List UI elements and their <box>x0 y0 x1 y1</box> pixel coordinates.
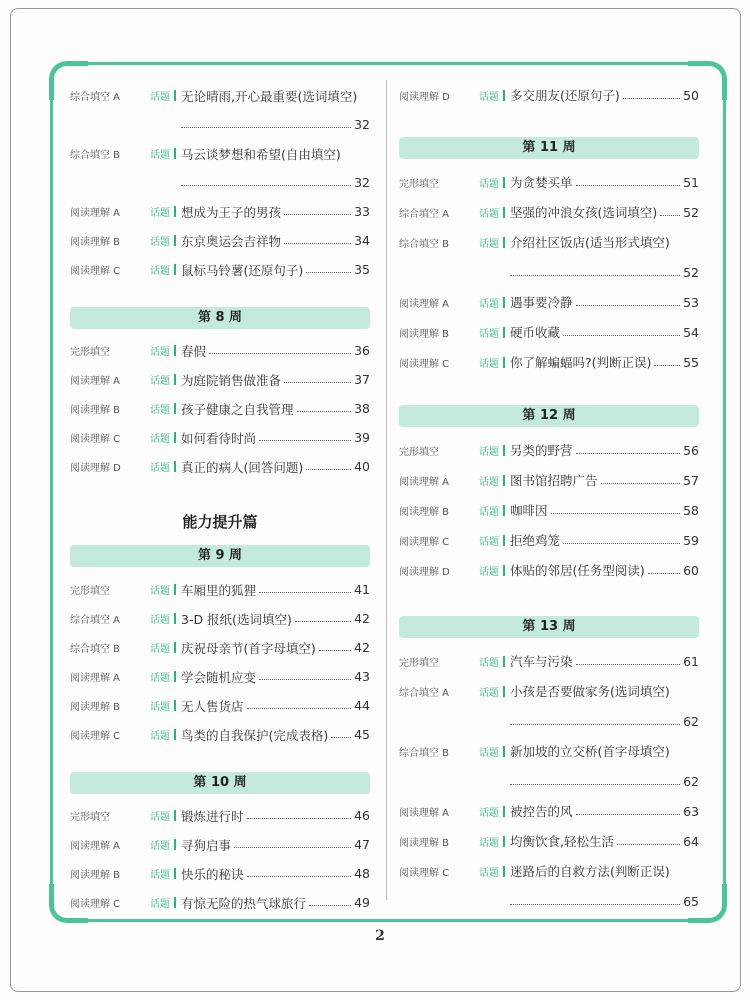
exercise-type: 阅读理解 A <box>70 208 121 219</box>
entry-line <box>399 886 699 916</box>
dot-leader <box>309 905 351 906</box>
exercise-type: 阅读理解 C <box>70 266 121 277</box>
entry-title: 为庭院销售做准备 <box>181 372 282 388</box>
entry-title: 坚强的冲浪女孩(选词填空) <box>510 205 658 220</box>
toc-left-column <box>70 81 370 917</box>
dot-leader <box>284 243 351 244</box>
toc-entry[interactable] <box>399 736 699 796</box>
toc-entry[interactable] <box>70 859 370 888</box>
entry-page-number: 58 <box>683 502 699 518</box>
topic-tag: 话题 <box>479 536 499 548</box>
entry-page-number: 46 <box>354 808 370 823</box>
topic-separator <box>174 700 176 711</box>
topic-separator <box>503 656 505 667</box>
toc-entry[interactable] <box>70 452 370 481</box>
entry-line <box>70 139 370 168</box>
exercise-type: 阅读理解 B <box>70 237 121 248</box>
topic-separator <box>503 746 505 757</box>
topic-tag: 话题 <box>479 358 499 370</box>
topic-tag: 话题 <box>479 91 499 103</box>
toc-entry[interactable] <box>70 691 370 720</box>
toc-entry[interactable] <box>399 317 699 347</box>
exercise-type: 阅读理解 B <box>70 405 121 416</box>
exercise-type: 阅读理解 D <box>399 91 450 103</box>
topic-tag: 话题 <box>479 208 499 220</box>
dot-leader <box>601 483 681 484</box>
toc-entry[interactable] <box>70 81 370 139</box>
exercise-type: 阅读理解 A <box>70 841 121 852</box>
entry-line <box>70 110 370 139</box>
exercise-type: 阅读理解 A <box>399 298 450 310</box>
toc-section <box>70 801 370 917</box>
toc-entry[interactable] <box>399 167 699 197</box>
entry-page-number: 41 <box>354 582 370 597</box>
toc-entry[interactable] <box>70 604 370 633</box>
week-header: 第 10 周 <box>70 772 370 794</box>
topic-separator <box>174 432 176 443</box>
entry-page-number: 32 <box>354 117 370 132</box>
entry-page-number: 36 <box>354 343 370 358</box>
dot-leader <box>510 904 680 905</box>
dot-leader <box>576 664 681 665</box>
topic-separator <box>174 345 176 356</box>
toc-entry[interactable] <box>70 139 370 197</box>
topic-tag: 话题 <box>479 687 499 699</box>
topic-separator <box>503 177 505 188</box>
toc-entry[interactable] <box>399 287 699 317</box>
topic-separator <box>174 868 176 879</box>
entry-page-number: 57 <box>683 472 699 488</box>
dot-leader <box>510 784 680 785</box>
dot-leader <box>576 185 681 186</box>
entry-title: 锻炼进行时 <box>181 808 244 824</box>
topic-tag: 话题 <box>150 376 170 387</box>
exercise-type: 综合填空 A <box>399 208 450 220</box>
entry-page-number: 49 <box>354 895 370 910</box>
entry-title: 快乐的秘诀 <box>181 866 244 882</box>
dot-leader <box>617 844 680 845</box>
topic-separator <box>503 297 505 308</box>
topic-separator <box>503 327 505 338</box>
topic-tag: 话题 <box>150 208 170 219</box>
toc-entry[interactable] <box>70 365 370 394</box>
exercise-type: 阅读理解 C <box>399 358 450 370</box>
dot-leader <box>576 453 681 454</box>
entry-title: 庆祝母亲节(首字母填空) <box>181 640 316 656</box>
toc-entry[interactable] <box>399 347 699 377</box>
toc-entry[interactable] <box>70 801 370 830</box>
entry-page-number: 39 <box>354 430 370 445</box>
exercise-type: 完形填空 <box>70 586 110 597</box>
exercise-type: 阅读理解 C <box>70 434 121 445</box>
topic-tag: 话题 <box>479 747 499 759</box>
toc-entry[interactable] <box>399 465 699 495</box>
entry-page-number: 48 <box>354 866 370 881</box>
topic-separator <box>503 836 505 847</box>
entry-page-number: 47 <box>354 837 370 852</box>
dot-leader <box>563 335 680 336</box>
exercise-type: 完形填空 <box>70 347 110 358</box>
exercise-type: 阅读理解 B <box>70 702 121 713</box>
exercise-type: 阅读理解 B <box>70 870 121 881</box>
topic-tag: 话题 <box>150 615 170 626</box>
exercise-type: 阅读理解 D <box>399 566 450 578</box>
topic-tag: 话题 <box>150 347 170 358</box>
toc-entry[interactable] <box>399 856 699 916</box>
toc-entry[interactable] <box>399 227 699 287</box>
toc-entry[interactable] <box>70 830 370 859</box>
dot-leader <box>576 814 681 815</box>
dot-leader <box>247 818 352 819</box>
week-header: 第 12 周 <box>399 405 699 427</box>
entry-title: 另类的野营 <box>510 443 573 458</box>
dot-leader <box>181 127 351 128</box>
topic-separator <box>503 90 505 101</box>
toc-entry[interactable] <box>70 394 370 423</box>
entry-page-number: 35 <box>354 262 370 277</box>
entry-title: 新加坡的立交桥(首字母填空) <box>510 744 670 759</box>
dot-leader <box>331 737 351 738</box>
dot-leader <box>181 185 351 186</box>
entry-title: 寻狗启事 <box>181 837 232 853</box>
topic-separator <box>503 535 505 546</box>
exercise-type: 阅读理解 A <box>399 807 450 819</box>
topic-tag: 话题 <box>479 476 499 488</box>
topic-separator <box>503 686 505 697</box>
exercise-type: 完形填空 <box>399 657 439 669</box>
entry-title: 多交朋友(还原句子) <box>510 88 620 103</box>
entry-line <box>399 227 699 257</box>
entry-page-number: 63 <box>683 803 699 819</box>
entry-title: 汽车与污染 <box>510 654 573 669</box>
dot-leader <box>319 650 351 651</box>
entry-line <box>399 676 699 706</box>
entry-page-number: 37 <box>354 372 370 387</box>
topic-separator <box>174 729 176 740</box>
topic-separator <box>174 671 176 682</box>
toc-section <box>70 81 370 284</box>
exercise-type: 阅读理解 C <box>70 899 121 910</box>
toc-entry[interactable] <box>70 633 370 662</box>
dot-leader <box>295 621 351 622</box>
entry-title: 有惊无险的热气球旅行 <box>181 895 307 911</box>
dot-leader <box>510 275 680 276</box>
entry-title: 图书馆招聘广告 <box>510 473 598 488</box>
toc-entry[interactable] <box>399 197 699 227</box>
entry-page-number: 33 <box>354 204 370 219</box>
toc-entry[interactable] <box>399 826 699 856</box>
entry-title: 孩子健康之自我管理 <box>181 401 294 417</box>
topic-tag: 话题 <box>479 837 499 849</box>
entry-page-number: 62 <box>683 773 699 789</box>
topic-separator <box>174 264 176 275</box>
toc-section <box>399 80 699 110</box>
exercise-type: 阅读理解 C <box>399 867 450 879</box>
toc-entry[interactable] <box>399 495 699 525</box>
topic-tag: 话题 <box>150 237 170 248</box>
toc-entry[interactable] <box>70 197 370 226</box>
entry-page-number: 59 <box>683 532 699 548</box>
topic-tag: 话题 <box>150 434 170 445</box>
toc-section <box>399 435 699 585</box>
topic-separator <box>174 374 176 385</box>
topic-tag: 话题 <box>150 731 170 742</box>
page-number: 2 <box>375 928 385 944</box>
entry-page-number: 65 <box>683 893 699 909</box>
entry-page-number: 40 <box>354 459 370 474</box>
dot-leader <box>306 469 351 470</box>
dot-leader <box>284 382 351 383</box>
entry-line <box>70 168 370 197</box>
exercise-type: 阅读理解 C <box>70 731 121 742</box>
topic-separator <box>503 505 505 516</box>
topic-tag: 话题 <box>150 841 170 852</box>
toc-right-column <box>399 80 699 916</box>
entry-line <box>399 856 699 886</box>
entry-title: 无论晴雨,开心最重要(选词填空) <box>181 88 358 104</box>
dot-leader <box>259 440 351 441</box>
week-header: 第 8 周 <box>70 307 370 329</box>
entry-title: 春假 <box>181 343 207 359</box>
toc-section <box>399 167 699 377</box>
exercise-type: 阅读理解 A <box>399 476 450 488</box>
exercise-type: 阅读理解 B <box>399 837 450 849</box>
topic-tag: 话题 <box>150 586 170 597</box>
topic-tag: 话题 <box>479 506 499 518</box>
dot-leader <box>209 353 351 354</box>
dot-leader <box>623 98 680 99</box>
topic-separator <box>503 237 505 248</box>
entry-page-number: 38 <box>354 401 370 416</box>
topic-tag: 话题 <box>150 702 170 713</box>
entry-page-number: 52 <box>683 264 699 280</box>
entry-title: 遇事要冷静 <box>510 295 573 310</box>
entry-page-number: 52 <box>683 204 699 220</box>
dot-leader <box>284 214 351 215</box>
topic-tag: 话题 <box>479 178 499 190</box>
dot-leader <box>576 305 681 306</box>
topic-tag: 话题 <box>150 673 170 684</box>
exercise-type: 综合填空 B <box>70 644 121 655</box>
column-divider <box>386 80 387 900</box>
toc-entry[interactable] <box>399 80 699 110</box>
topic-tag: 话题 <box>150 644 170 655</box>
entry-page-number: 60 <box>683 562 699 578</box>
exercise-type: 完形填空 <box>399 178 439 190</box>
toc-section <box>70 336 370 481</box>
entry-title: 你了解蝙蝠吗?(判断正误) <box>510 355 652 370</box>
topic-tag: 话题 <box>479 657 499 669</box>
entry-page-number: 53 <box>683 294 699 310</box>
topic-tag: 话题 <box>150 92 170 103</box>
topic-tag: 话题 <box>150 463 170 474</box>
entry-title: 学会随机应变 <box>181 669 257 685</box>
entry-page-number: 51 <box>683 174 699 190</box>
entry-page-number: 42 <box>354 640 370 655</box>
topic-tag: 话题 <box>150 405 170 416</box>
exercise-type: 综合填空 B <box>399 747 450 759</box>
entry-page-number: 61 <box>683 653 699 669</box>
entry-title: 咖啡因 <box>510 503 548 518</box>
entry-title: 马云谈梦想和希望(自由填空) <box>181 146 341 162</box>
dot-leader <box>259 592 351 593</box>
exercise-type: 阅读理解 A <box>70 376 121 387</box>
topic-separator <box>174 235 176 246</box>
entry-title: 小孩是否要做家务(选词填空) <box>510 684 670 699</box>
dot-leader <box>510 724 680 725</box>
dot-leader <box>660 215 680 216</box>
entry-page-number: 32 <box>354 175 370 190</box>
part-heading: 能力提升篇 <box>182 513 258 531</box>
exercise-type: 综合填空 B <box>399 238 450 250</box>
topic-separator <box>174 810 176 821</box>
entry-title: 鸟类的自我保护(完成表格) <box>181 727 329 743</box>
entry-title: 为贪婪买单 <box>510 175 573 190</box>
topic-tag: 话题 <box>479 867 499 879</box>
dot-leader <box>563 543 680 544</box>
topic-tag: 话题 <box>479 238 499 250</box>
exercise-type: 阅读理解 C <box>399 536 450 548</box>
topic-separator <box>503 207 505 218</box>
exercise-type: 阅读理解 B <box>399 506 450 518</box>
topic-tag: 话题 <box>150 266 170 277</box>
toc-entry[interactable] <box>70 226 370 255</box>
topic-separator <box>174 642 176 653</box>
toc-section <box>399 646 699 916</box>
entry-page-number: 45 <box>354 727 370 742</box>
dot-leader <box>306 272 351 273</box>
exercise-type: 综合填空 A <box>70 615 121 626</box>
week-header: 第 13 周 <box>399 616 699 638</box>
entry-title: 无人售货店 <box>181 698 244 714</box>
toc-entry[interactable] <box>70 888 370 917</box>
exercise-type: 综合填空 B <box>70 150 121 161</box>
entry-title: 体贴的邻居(任务型阅读) <box>510 563 645 578</box>
entry-page-number: 43 <box>354 669 370 684</box>
entry-page-number: 64 <box>683 833 699 849</box>
exercise-type: 阅读理解 A <box>70 673 121 684</box>
topic-tag: 话题 <box>479 566 499 578</box>
exercise-type: 阅读理解 D <box>70 463 121 474</box>
topic-tag: 话题 <box>150 899 170 910</box>
entry-page-number: 62 <box>683 713 699 729</box>
topic-separator <box>503 445 505 456</box>
topic-separator <box>174 839 176 850</box>
topic-tag: 话题 <box>150 150 170 161</box>
entry-title: 车厢里的狐狸 <box>181 582 257 598</box>
entry-title: 迷路后的自救方法(判断正误) <box>510 864 670 879</box>
entry-line <box>399 736 699 766</box>
entry-title: 鼠标马铃薯(还原句子) <box>181 262 304 278</box>
topic-tag: 话题 <box>479 446 499 458</box>
topic-separator <box>174 148 176 159</box>
entry-line <box>399 706 699 736</box>
toc-entry[interactable] <box>399 555 699 585</box>
toc-entry[interactable] <box>70 575 370 604</box>
entry-title: 东京奥运会吉祥物 <box>181 233 282 249</box>
entry-title: 介绍社区饭店(适当形式填空) <box>510 235 670 250</box>
dot-leader <box>551 513 681 514</box>
topic-separator <box>174 461 176 472</box>
topic-separator <box>174 613 176 624</box>
topic-tag: 话题 <box>479 807 499 819</box>
toc-entry[interactable] <box>399 646 699 676</box>
entry-page-number: 44 <box>354 698 370 713</box>
topic-separator <box>503 357 505 368</box>
topic-separator <box>174 584 176 595</box>
entry-page-number: 50 <box>683 87 699 103</box>
topic-separator <box>503 866 505 877</box>
topic-tag: 话题 <box>150 870 170 881</box>
toc-entry[interactable] <box>70 255 370 284</box>
topic-separator <box>503 565 505 576</box>
entry-page-number: 54 <box>683 324 699 340</box>
entry-line <box>399 257 699 287</box>
toc-entry[interactable] <box>399 676 699 736</box>
topic-separator <box>174 897 176 908</box>
exercise-type: 阅读理解 B <box>399 328 450 340</box>
entry-title: 如何看待时尚 <box>181 430 257 446</box>
exercise-type: 完形填空 <box>399 446 439 458</box>
dot-leader <box>297 411 352 412</box>
topic-separator <box>174 403 176 414</box>
week-header: 第 9 周 <box>70 545 370 567</box>
dot-leader <box>247 708 352 709</box>
toc-section <box>70 575 370 749</box>
exercise-type: 综合填空 A <box>399 687 450 699</box>
exercise-type: 综合填空 A <box>70 92 121 103</box>
toc-entry[interactable] <box>70 662 370 691</box>
toc-entry[interactable] <box>70 336 370 365</box>
entry-line <box>70 81 370 110</box>
toc-entry[interactable] <box>399 525 699 555</box>
toc-entry[interactable] <box>70 423 370 452</box>
entry-title: 被控告的风 <box>510 804 573 819</box>
dot-leader <box>648 573 680 574</box>
entry-title: 硬币收藏 <box>510 325 561 340</box>
toc-entry[interactable] <box>399 796 699 826</box>
entry-title: 3-D 报纸(选词填空) <box>181 611 292 627</box>
entry-line <box>399 766 699 796</box>
entry-page-number: 55 <box>683 354 699 370</box>
entry-page-number: 56 <box>683 442 699 458</box>
entry-page-number: 42 <box>354 611 370 626</box>
topic-separator <box>174 90 176 101</box>
entry-title: 拒绝鸡笼 <box>510 533 561 548</box>
topic-separator <box>503 806 505 817</box>
toc-entry[interactable] <box>70 720 370 749</box>
topic-separator <box>503 475 505 486</box>
entry-title: 真正的病人(回答问题) <box>181 459 304 475</box>
entry-title: 均衡饮食,轻松生活 <box>510 834 614 849</box>
topic-separator <box>174 206 176 217</box>
topic-tag: 话题 <box>479 328 499 340</box>
toc-entry[interactable] <box>399 435 699 465</box>
dot-leader <box>654 365 680 366</box>
week-header: 第 11 周 <box>399 137 699 159</box>
topic-tag: 话题 <box>479 298 499 310</box>
entry-title: 想成为王子的男孩 <box>181 204 282 220</box>
dot-leader <box>259 679 351 680</box>
exercise-type: 完形填空 <box>70 812 110 823</box>
entry-page-number: 34 <box>354 233 370 248</box>
dot-leader <box>234 847 351 848</box>
dot-leader <box>247 876 352 877</box>
topic-tag: 话题 <box>150 812 170 823</box>
